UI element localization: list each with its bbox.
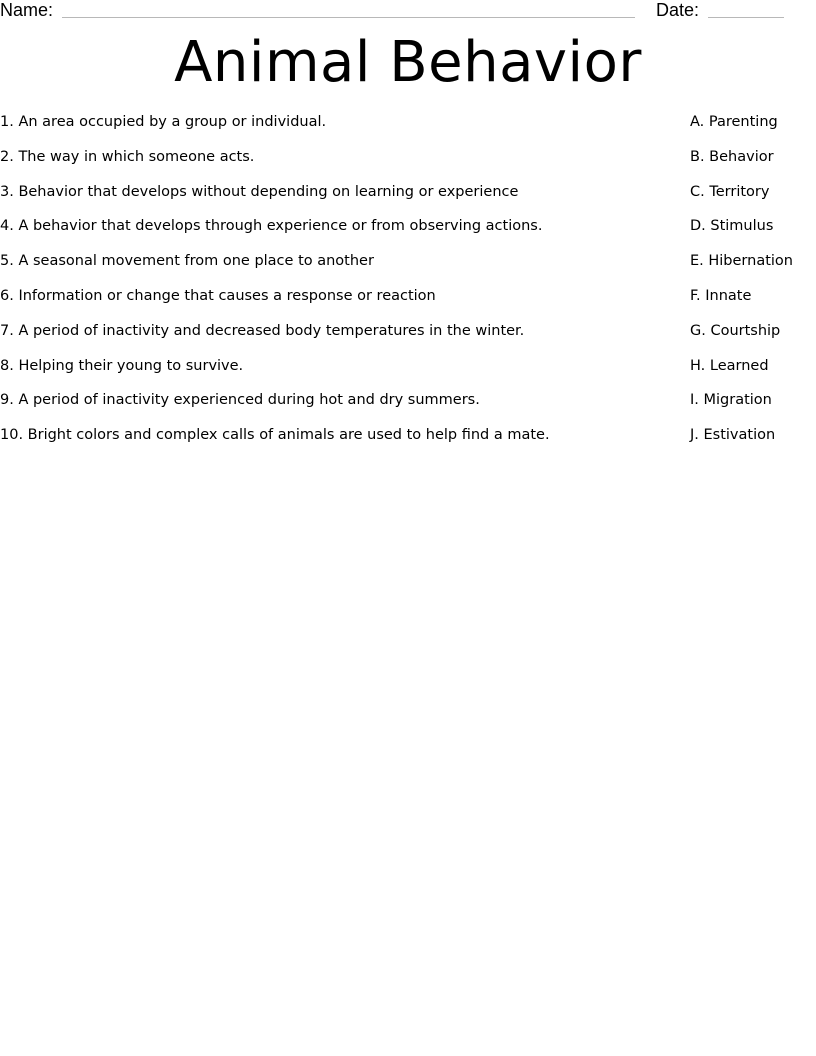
answer-item: C. Territory [690,183,770,200]
question-item: 3. Behavior that develops without depending on learning or experience [0,183,519,200]
answer-item: G. Courtship [690,322,781,339]
page-title: Animal Behavior [174,30,642,95]
question-list [0,112,660,460]
question-item: 5. A seasonal movement from one place to another [0,253,374,270]
question-item: 10. Bright colors and complex calls of animals are used to help find a mate. [0,427,550,444]
answer-list [690,112,816,460]
question-item: 9. A period of inactivity experienced during hot and dry summers. [0,392,480,409]
worksheet-header [0,0,816,24]
answer-item: D. Stimulus [690,218,774,235]
question-item: 7. A period of inactivity and decreased body temperatures in the winter. [0,322,525,339]
name-field-line[interactable] [62,17,635,18]
date-label: Date: [656,0,700,20]
answer-item: A. Parenting [690,114,778,130]
question-item: 4. A behavior that develops through experience or from observing actions. [0,218,543,235]
answer-item: J. Estivation [690,427,776,444]
name-label: Name: [0,0,54,20]
answer-item: F. Innate [690,287,752,304]
answer-item: I. Migration [690,392,772,409]
question-item: 1. An area occupied by a group or individual. [0,114,327,130]
date-field-line[interactable] [708,17,784,18]
question-item: 8. Helping their young to survive. [0,357,244,374]
answer-item: B. Behavior [690,148,774,165]
question-item: 6. Information or change that causes a response or reaction [0,287,436,304]
question-item: 2. The way in which someone acts. [0,148,255,165]
answer-item: E. Hibernation [690,253,793,270]
answer-item: H. Learned [690,357,769,374]
